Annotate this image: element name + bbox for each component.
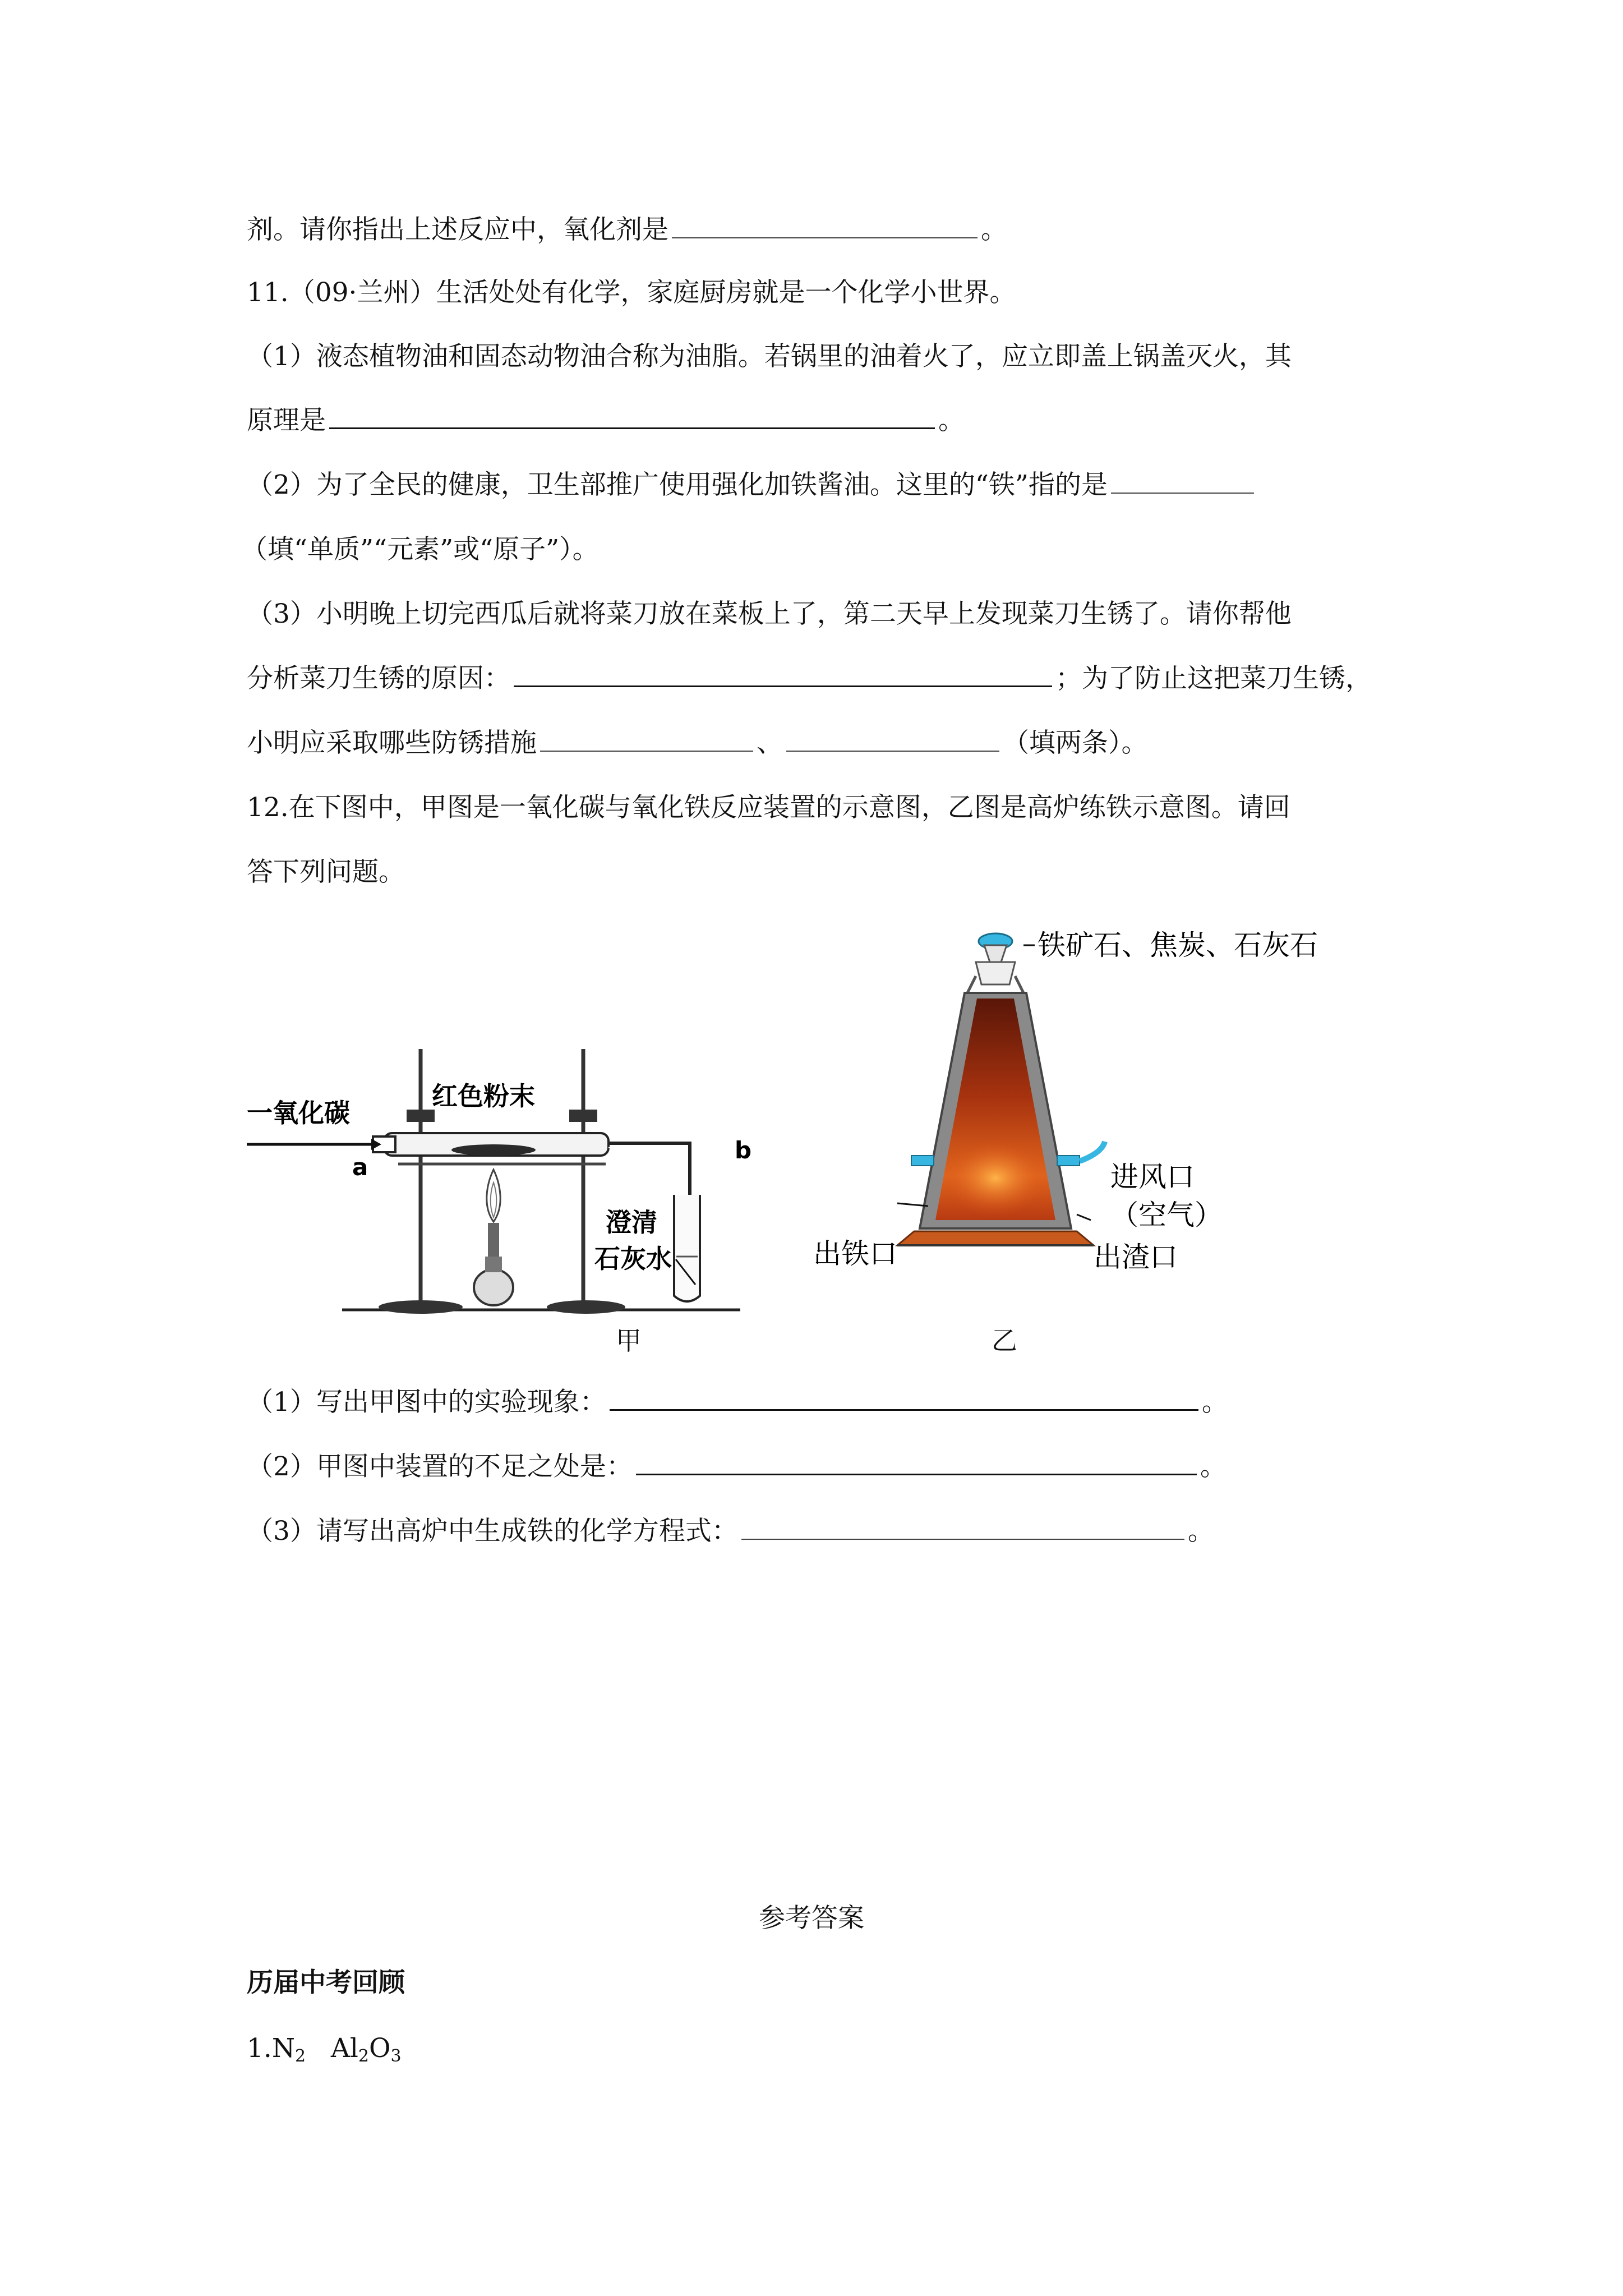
port-a-label: a bbox=[352, 1153, 368, 1181]
limewater-label-1: 澄清 bbox=[606, 1207, 657, 1237]
q10-tail-line bbox=[247, 213, 1007, 247]
q12-s2-line bbox=[247, 1450, 1227, 1484]
q12-s3-end: 。 bbox=[1187, 1516, 1214, 1547]
q12-title-line2: 答下列问题。 bbox=[247, 857, 405, 887]
q11-p3-line1: （3）小明晚上切完西瓜后就将菜刀放在菜板上了，第二天早上发现菜刀生锈了。请你帮他 bbox=[247, 599, 1292, 629]
iron-outlet-label: 出铁口 bbox=[813, 1237, 897, 1270]
red-powder-label: 红色粉末 bbox=[432, 1081, 535, 1111]
figure-b-caption: 乙 bbox=[992, 1326, 1017, 1356]
furnace-feed-label: 铁矿石、焦炭、石灰石 bbox=[1038, 929, 1318, 961]
q11-p1-line2 bbox=[247, 404, 965, 438]
answer-1-o-sub: 3 bbox=[390, 2046, 402, 2066]
q12-s3-blank[interactable] bbox=[741, 1538, 1184, 1540]
q11-p3-reason-label: 分析菜刀生锈的原因： bbox=[247, 663, 510, 694]
answer-1-al: Al bbox=[330, 2033, 358, 2064]
q11-p3-end: （填两条）。 bbox=[1003, 728, 1148, 758]
q11-p2-line2: （填“单质”“元素”或“原子”）。 bbox=[241, 534, 599, 565]
q12-s2-blank[interactable] bbox=[636, 1473, 1197, 1475]
q11-p1-blank[interactable] bbox=[329, 427, 935, 429]
q11-p3-line3 bbox=[247, 726, 1148, 760]
answer-1-al-sub: 2 bbox=[358, 2046, 369, 2066]
q12-s1-blank[interactable] bbox=[610, 1409, 1198, 1411]
q12-s1-end: 。 bbox=[1201, 1387, 1228, 1418]
air-inlet-label-1: 进风口 bbox=[1110, 1161, 1195, 1193]
q12-s3-line bbox=[247, 1515, 1214, 1548]
q10-end: 。 bbox=[981, 214, 1007, 245]
q11-p3-measure1-blank[interactable] bbox=[540, 750, 753, 752]
q11-p1-line1: （1）液态植物油和固态动物油合称为油脂。若锅里的油着火了，应立即盖上锅盖灭火，其 bbox=[247, 341, 1292, 372]
figure-a-caption: 甲 bbox=[616, 1326, 642, 1356]
q11-p2-blank[interactable] bbox=[1111, 492, 1254, 494]
q11-p3-line2 bbox=[247, 662, 1372, 696]
q12-s2-end: 。 bbox=[1200, 1451, 1227, 1482]
q11-p2-text: （2）为了全民的健康，卫生部推广使用强化加铁酱油。这里的“铁”指的是 bbox=[247, 470, 1108, 500]
blast-furnace-figure bbox=[813, 914, 1340, 1318]
answer-1-n: 1.N bbox=[247, 2033, 295, 2064]
q11-p3-measure2-blank[interactable] bbox=[786, 750, 999, 752]
q12-title-line1: 12.在下图中，甲图是一氧化碳与氧化铁反应装置的示意图，乙图是高炉练铁示意图。请回 bbox=[247, 792, 1290, 823]
port-b-label: b bbox=[735, 1137, 752, 1164]
answer-1-o: O bbox=[368, 2033, 391, 2064]
answer-1 bbox=[247, 2032, 402, 2073]
q11-p3-sep: 、 bbox=[757, 728, 783, 758]
gas-in-label: 一氧化碳 bbox=[247, 1098, 350, 1128]
q10-tail-text: 剂。请你指出上述反应中，氧化剂是 bbox=[247, 214, 668, 245]
limewater-label-2: 石灰水 bbox=[594, 1244, 672, 1274]
air-inlet-label-2: （空气） bbox=[1110, 1199, 1223, 1231]
slag-outlet-label: 出渣口 bbox=[1094, 1241, 1178, 1273]
co-reduction-apparatus-figure bbox=[247, 1032, 774, 1324]
q11-p2-line1 bbox=[247, 468, 1257, 502]
q11-p1-end: 。 bbox=[938, 405, 965, 436]
q11-p3-prevent-text: ；为了防止这把菜刀生锈， bbox=[1055, 663, 1372, 694]
q11-title: 11.（09·兰州）生活处处有化学，家庭厨房就是一个化学小世界。 bbox=[247, 277, 1016, 308]
q12-s1-line bbox=[247, 1386, 1228, 1419]
q11-p3-reason-blank[interactable] bbox=[514, 685, 1052, 687]
q12-s3-text: （3）请写出高炉中生成铁的化学方程式： bbox=[247, 1516, 738, 1547]
answer-1-n-sub: 2 bbox=[294, 2046, 306, 2066]
answers-section-title: 历届中考回顾 bbox=[247, 1967, 405, 1998]
q10-answer-blank[interactable] bbox=[672, 237, 978, 238]
q11-p1-label: 原理是 bbox=[247, 405, 326, 436]
q12-s2-text: （2）甲图中装置的不足之处是： bbox=[247, 1451, 633, 1482]
answers-heading: 参考答案 bbox=[759, 1903, 864, 1934]
q11-p3-measures-label: 小明应采取哪些防锈措施 bbox=[247, 728, 537, 758]
q12-s1-text: （1）写出甲图中的实验现象： bbox=[247, 1387, 606, 1418]
